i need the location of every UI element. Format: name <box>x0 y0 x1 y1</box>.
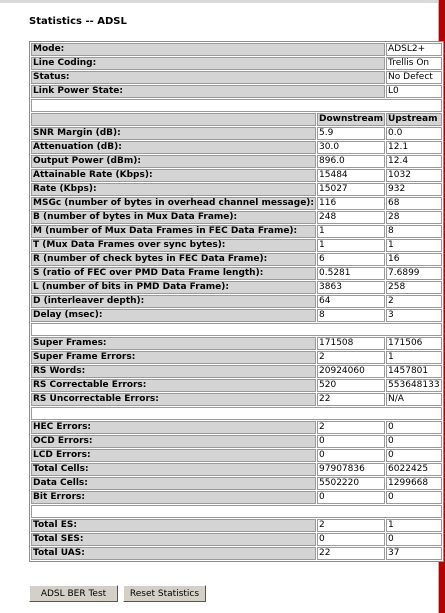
table-row <box>31 295 442 308</box>
row-label: Super Frames: <box>31 337 316 350</box>
row-label: RS Correctable Errors: <box>31 379 316 392</box>
row-label: D (interleaver depth): <box>31 295 316 308</box>
row-label: Super Frame Errors: <box>31 351 316 364</box>
table-row <box>31 211 442 224</box>
downstream-value: 0 <box>317 491 385 504</box>
downstream-value: 2 <box>317 519 385 532</box>
upstream-value: 1032 <box>386 169 442 182</box>
row-label: OCD Errors: <box>31 435 316 448</box>
upstream-value: 0 <box>386 421 442 434</box>
downstream-value: 15484 <box>317 169 385 182</box>
upstream-value: 16 <box>386 253 442 266</box>
mode-section <box>31 43 442 98</box>
table-row <box>31 127 442 140</box>
row-label: SNR Margin (dB): <box>31 127 316 140</box>
row-label: Status: <box>31 71 385 84</box>
downstream-value: 248 <box>317 211 385 224</box>
upstream-value: N/A <box>386 393 442 406</box>
table-row <box>31 169 442 182</box>
row-label: B (number of bytes in Mux Data Frame): <box>31 211 316 224</box>
row-value: L0 <box>386 85 442 98</box>
upstream-value: 37 <box>386 547 442 560</box>
upstream-value: 932 <box>386 183 442 196</box>
spacer-cell <box>31 505 442 518</box>
downstream-value: 22 <box>317 393 385 406</box>
row-label: HEC Errors: <box>31 421 316 434</box>
table-row <box>31 183 442 196</box>
row-label: Rate (Kbps): <box>31 183 316 196</box>
downstream-value: 520 <box>317 379 385 392</box>
page-title: Statistics -- ADSL <box>29 16 127 27</box>
row-label: Output Power (dBm): <box>31 155 316 168</box>
upstream-value: 0 <box>386 435 442 448</box>
table-row <box>31 519 442 532</box>
upstream-value: 0 <box>386 449 442 462</box>
table-row <box>31 491 442 504</box>
table-row <box>31 197 442 210</box>
row-label: Link Power State: <box>31 85 385 98</box>
downstream-value: 0 <box>317 449 385 462</box>
row-label: Total UAS: <box>31 547 316 560</box>
row-label: RS Uncorrectable Errors: <box>31 393 316 406</box>
upstream-value: 1299668 <box>386 477 442 490</box>
row-value: No Defect <box>386 71 442 84</box>
table-row <box>31 449 442 462</box>
table-row <box>31 421 442 434</box>
upstream-value: 7.6899 <box>386 267 442 280</box>
downstream-value: 2 <box>317 421 385 434</box>
row-value: ADSL2+ <box>386 43 442 56</box>
spacer-section <box>31 99 442 126</box>
downstream-value: 0.5281 <box>317 267 385 280</box>
table-row <box>31 435 442 448</box>
upstream-value: 12.4 <box>386 155 442 168</box>
table-row <box>31 337 442 350</box>
table-row <box>31 43 442 56</box>
table-row <box>31 267 442 280</box>
upstream-value: 0.0 <box>386 127 442 140</box>
downstream-value: 8 <box>317 309 385 322</box>
adsl-ber-test-button[interactable]: ADSL BER Test <box>29 585 118 602</box>
row-label: T (Mux Data Frames over sync bytes): <box>31 239 316 252</box>
downstream-value: 1 <box>317 239 385 252</box>
upstream-value: 0 <box>386 491 442 504</box>
upstream-value: 171506 <box>386 337 442 350</box>
downstream-value: 116 <box>317 197 385 210</box>
downstream-value: 64 <box>317 295 385 308</box>
spacer-row <box>31 505 442 518</box>
header-blank <box>31 113 316 126</box>
downstream-value: 171508 <box>317 337 385 350</box>
table-row <box>31 239 442 252</box>
row-label: Mode: <box>31 43 385 56</box>
table-row <box>31 141 442 154</box>
row-label: Attenuation (dB): <box>31 141 316 154</box>
upstream-value: 3 <box>386 309 442 322</box>
table-row <box>31 253 442 266</box>
table-row <box>31 477 442 490</box>
row-label: LCD Errors: <box>31 449 316 462</box>
upstream-value: 0 <box>386 533 442 546</box>
upstream-value: 258 <box>386 281 442 294</box>
row-label: Delay (msec): <box>31 309 316 322</box>
spacer-section <box>31 323 442 336</box>
downstream-value: 0 <box>317 435 385 448</box>
row-label: RS Words: <box>31 365 316 378</box>
spacer-row <box>31 99 442 112</box>
downstream-value: 20924060 <box>317 365 385 378</box>
row-label: Bit Errors: <box>31 491 316 504</box>
header-upstream: Upstream <box>386 113 442 126</box>
table-row <box>31 533 442 546</box>
row-label: S (ratio of FEC over PMD Data Frame length): <box>31 267 316 280</box>
line-stats-section <box>31 127 442 322</box>
table-row <box>31 463 442 476</box>
row-label: Total ES: <box>31 519 316 532</box>
row-label: Total Cells: <box>31 463 316 476</box>
downstream-value: 97907836 <box>317 463 385 476</box>
spacer-row <box>31 323 442 336</box>
frame-stats-section <box>31 337 442 406</box>
downstream-value: 1 <box>317 225 385 238</box>
row-label: Data Cells: <box>31 477 316 490</box>
upstream-value: 28 <box>386 211 442 224</box>
upstream-value: 12.1 <box>386 141 442 154</box>
row-label: Attainable Rate (Kbps): <box>31 169 316 182</box>
upstream-value: 68 <box>386 197 442 210</box>
upstream-value: 553648133 <box>388 380 440 390</box>
table-row <box>31 547 442 560</box>
spacer-cell <box>31 99 442 112</box>
table-row <box>31 71 442 84</box>
downstream-value: 15027 <box>317 183 385 196</box>
upstream-value: 1 <box>386 351 442 364</box>
row-label: M (number of Mux Data Frames in FEC Data Frame): <box>31 225 316 238</box>
table-row <box>31 379 442 392</box>
upstream-value: 1 <box>386 519 442 532</box>
row-label: Line Coding: <box>31 57 385 70</box>
table-row <box>31 281 442 294</box>
downstream-value: 6 <box>317 253 385 266</box>
upstream-value: 1 <box>386 239 442 252</box>
spacer-section <box>31 505 442 518</box>
error-seconds-section <box>31 519 442 560</box>
row-label: R (number of check bytes in FEC Data Frame): <box>31 253 316 266</box>
table-row <box>31 225 442 238</box>
table-row <box>31 155 442 168</box>
downstream-value: 2 <box>317 351 385 364</box>
downstream-value: 5502220 <box>317 477 385 490</box>
downstream-value: 3863 <box>317 281 385 294</box>
column-header-row <box>31 113 442 126</box>
upstream-value: 2 <box>386 295 442 308</box>
spacer-section <box>31 407 442 420</box>
table-row <box>31 365 442 378</box>
row-label: Total SES: <box>31 533 316 546</box>
spacer-cell <box>31 407 442 420</box>
downstream-value: 0 <box>317 533 385 546</box>
table-row <box>31 351 442 364</box>
row-label: MSGc (number of bytes in overhead channel message): <box>33 198 315 208</box>
header-downstream: Downstream <box>319 114 384 124</box>
top-border <box>0 0 445 3</box>
table-row <box>31 57 442 70</box>
row-label: L (number of bits in PMD Data Frame): <box>31 281 316 294</box>
downstream-value: 896.0 <box>317 155 385 168</box>
upstream-value: 1457801 <box>386 365 442 378</box>
reset-statistics-button[interactable]: Reset Statistics <box>123 585 206 602</box>
cell-stats-section <box>31 421 442 504</box>
upstream-value: 6022425 <box>386 463 442 476</box>
spacer-cell <box>31 323 442 336</box>
table-row <box>31 393 442 406</box>
table-row <box>31 309 442 322</box>
downstream-value: 30.0 <box>317 141 385 154</box>
row-value: Trellis On <box>386 57 442 70</box>
spacer-row <box>31 407 442 420</box>
table-row <box>31 85 442 98</box>
adsl-stats-table <box>29 41 444 562</box>
upstream-value: 8 <box>386 225 442 238</box>
downstream-value: 5.9 <box>317 127 385 140</box>
downstream-value: 22 <box>317 547 385 560</box>
